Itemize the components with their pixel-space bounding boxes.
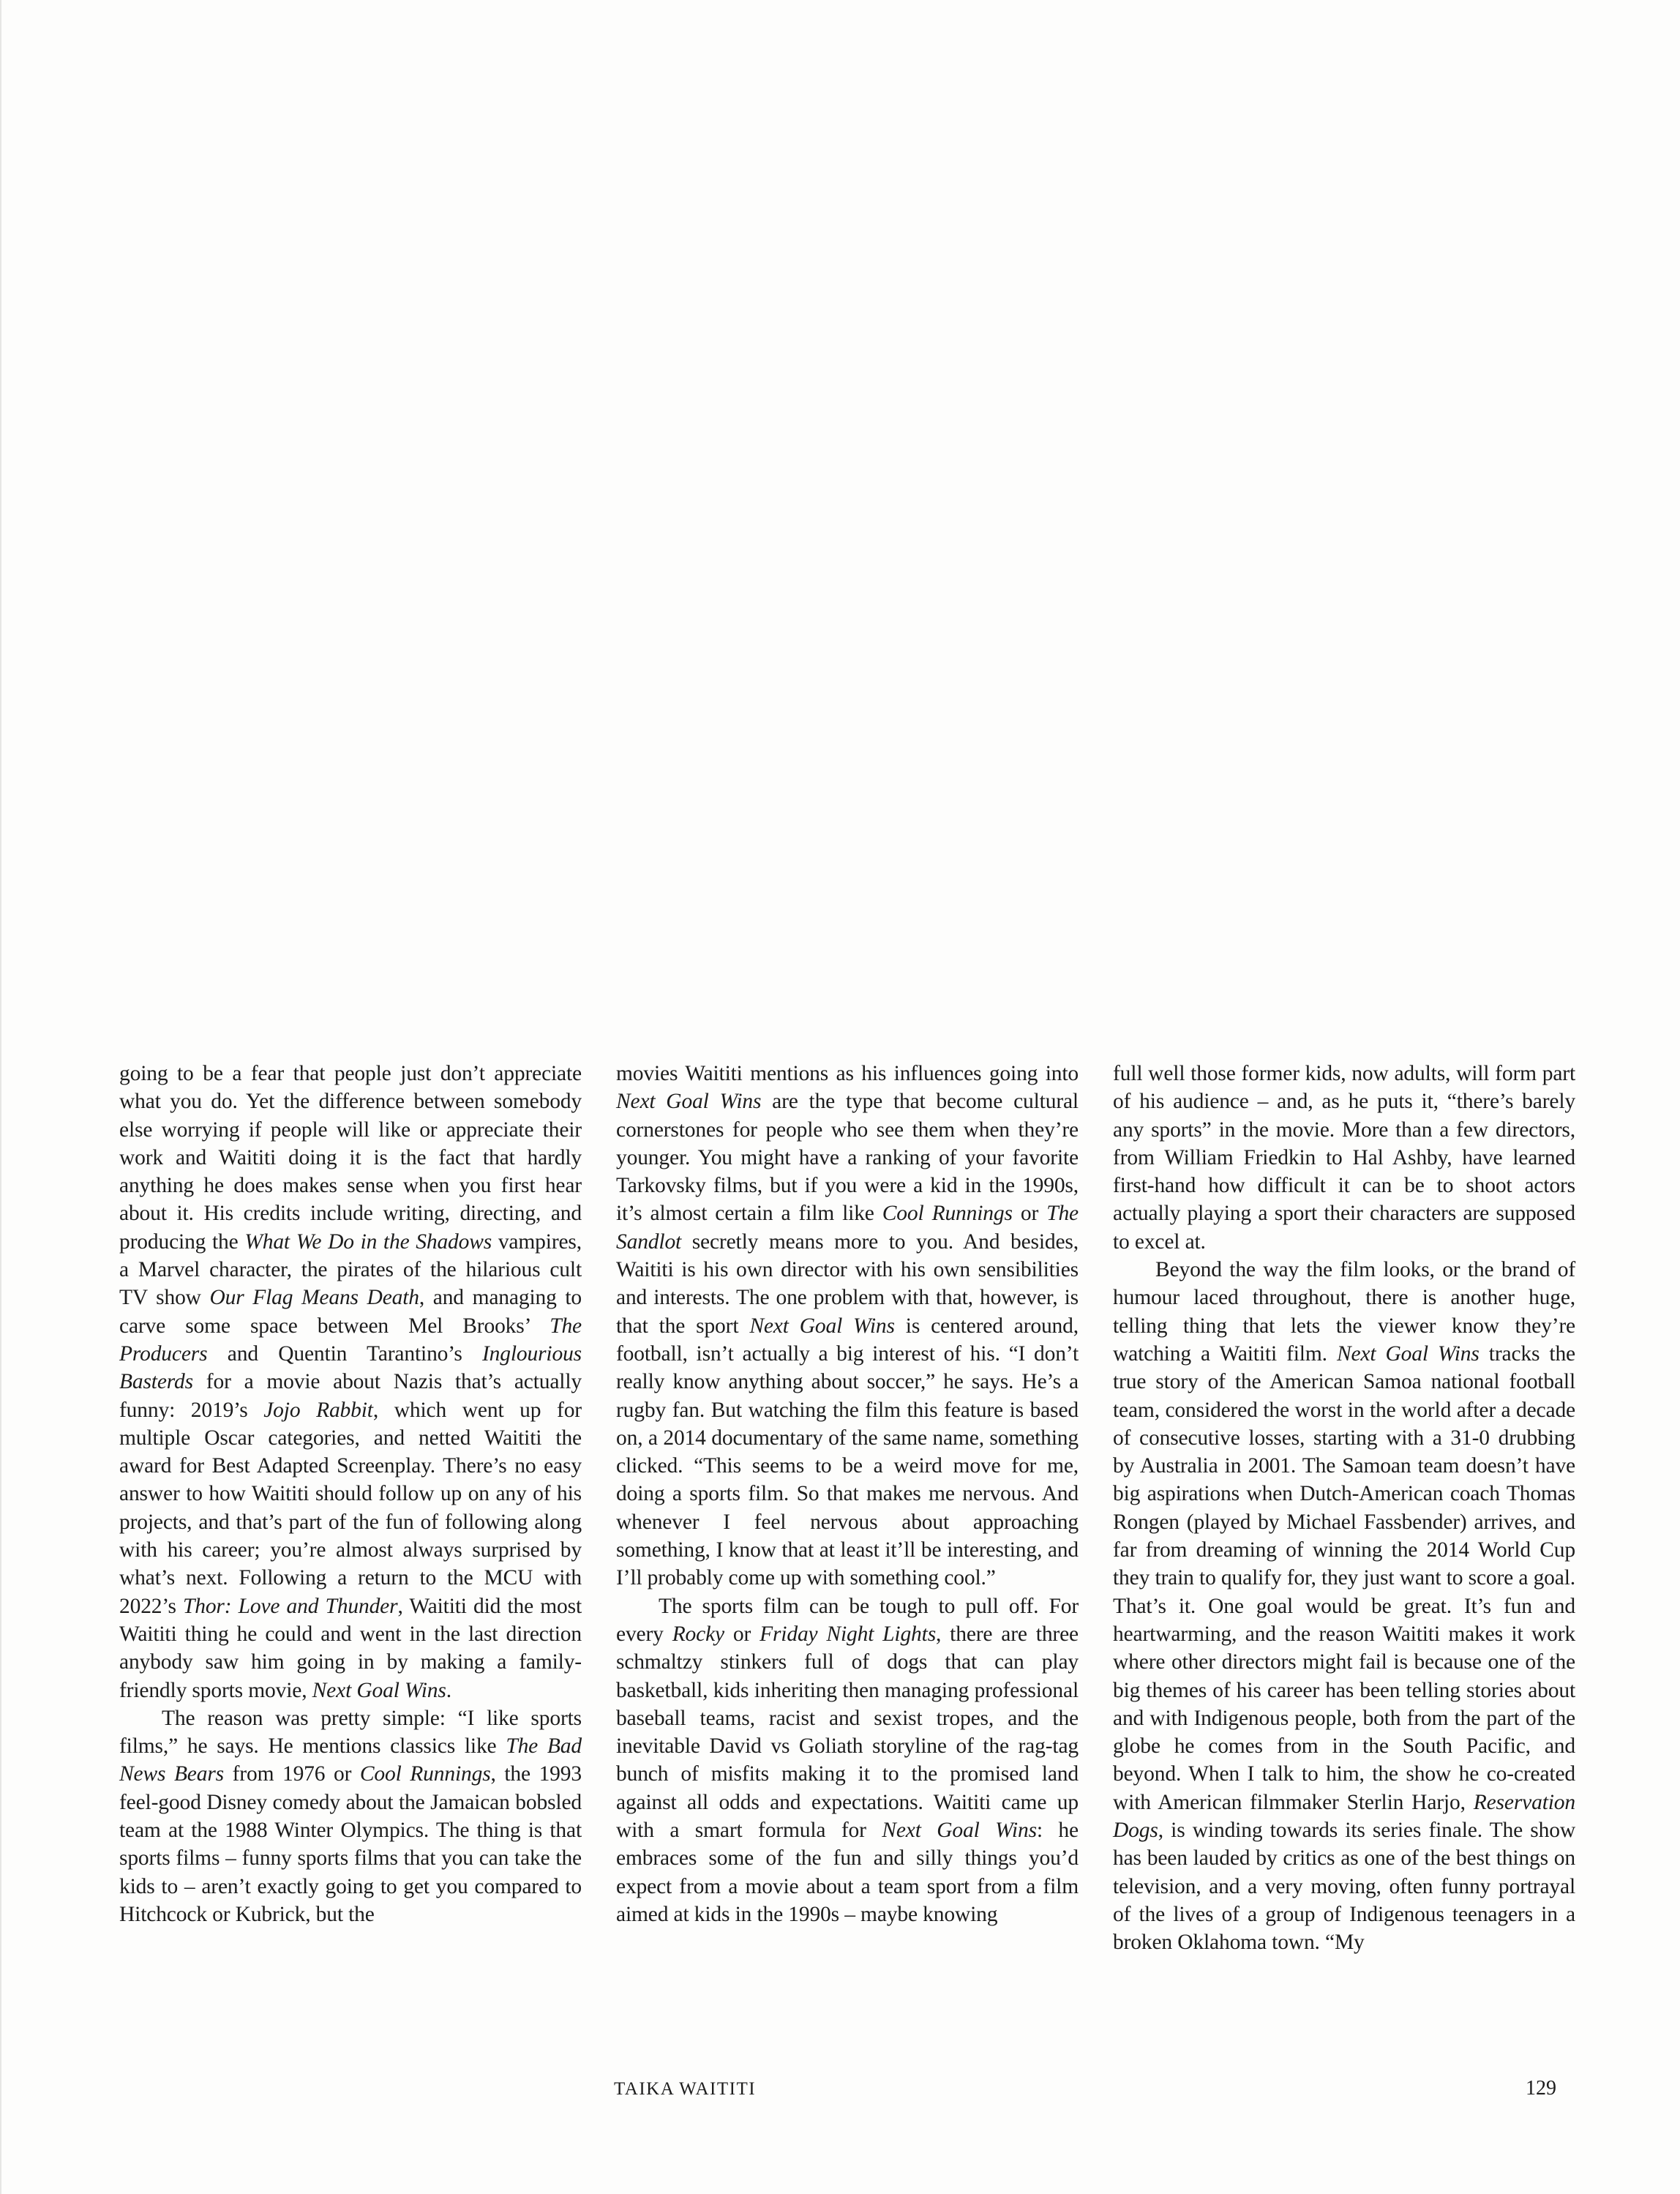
film-title-run: Inglourious Basterds	[119, 1341, 582, 1394]
article-column-1	[119, 1060, 582, 1957]
text-run: , and managing to carve some space between Mel Brooks’	[119, 1286, 582, 1338]
article-paragraph	[1113, 1256, 1575, 1956]
text-run: Beyond the way the film looks, or the brand of humour laced throughout, there is another huge, telling thing that lets the viewer know they’re watching a Waititi film.	[1113, 1258, 1575, 1366]
text-run: going to be a fear that people just don’t appreciate what you do. Yet the difference between somebody else worrying if people will like or appreciate their work and Waititi doing it is the fact that hardly anything he does makes sense when you first hear about it. His credits include writing, directing, and producing the	[119, 1062, 582, 1254]
film-title-run: Cool Runnings	[882, 1202, 1013, 1226]
text-run: and Quentin Tarantino’s	[207, 1341, 482, 1366]
film-title-run: Next Goal Wins	[616, 1090, 762, 1114]
film-title-run: Rocky	[672, 1622, 724, 1646]
article-paragraph	[1113, 1060, 1575, 1256]
film-title-run: Reservation Dogs	[1113, 1790, 1575, 1843]
text-run: movies Waititi mentions as his influences going into	[616, 1062, 1079, 1085]
text-run: , Waititi did the most Waititi thing he could and went in the last direction anybody saw him going in by making a family-friendly sports movie,	[119, 1594, 582, 1702]
text-run: , is winding towards its series finale. The show has been lauded by critics as one of the best things on television, and a very moving, often funny portrayal of the lives of a group of Indigenous teenagers in a broken Oklahoma town. “My	[1113, 1819, 1575, 1955]
text-run: for a movie about Nazis that’s actually funny: 2019’s	[119, 1370, 582, 1422]
film-title-run: Next Goal Wins	[1336, 1341, 1480, 1366]
text-run: , there are three schmaltzy stinkers full of dogs that can play basketball, kids inheriting then managing professional baseball teams, racist and sexist tropes, and the inevitable David vs Goliath storyline of the rag-tag bunch of misfits making it to the promised land against all odds and expectations. Waititi came up with a smart formula for	[616, 1622, 1079, 1843]
film-title-run: Friday Night Lights	[760, 1622, 937, 1646]
text-run: : he embraces some of the fun and silly things you’d expect from a movie about a team sport from a film aimed at kids in the 1990s – maybe knowing	[616, 1819, 1079, 1926]
film-title-run: Thor: Love and Thunder	[182, 1594, 398, 1618]
article-column-3	[1113, 1060, 1575, 1957]
page-number: 129	[1526, 2077, 1556, 2100]
text-run: , which went up for multiple Oscar categories, and netted Waititi the award for Best Adapted Screenplay. There’s no easy answer to how Waititi should follow up on any of his projects, and that’s part of the fun of following along with his career; you’re almost always surprised by what’s next. Following a return to the MCU with 2022’s	[119, 1398, 582, 1618]
text-run: from 1976 or	[224, 1762, 360, 1786]
article-paragraph	[119, 1060, 582, 1704]
text-run: full well those former kids, now adults, will form part of his audience – and, as he puts it, “there’s barely any sports” in the movie. More than a few directors, from William Friedkin to Hal Ashby, have learned first-hand how difficult it can be to shoot actors actually playing a sport their characters are supposed to excel at.	[1113, 1062, 1575, 1254]
film-title-run: The Producers	[119, 1314, 582, 1366]
text-run: are the type that become cultural cornerstones for people who see them when they’re younger. You might have a ranking of your favorite Tarkovsky films, but if you were a kid in the 1990s, it’s almost certain a film like	[616, 1090, 1079, 1226]
film-title-run: Cool Runnings	[359, 1762, 491, 1786]
film-title-run: Next Goal Wins	[882, 1819, 1037, 1843]
film-title-run: The Sandlot	[616, 1202, 1079, 1254]
article-paragraph	[119, 1704, 582, 1928]
running-head: TAIKA WAITITI	[614, 2079, 757, 2099]
article-column-2	[616, 1060, 1079, 1957]
article-body	[119, 1060, 1575, 1957]
film-title-run: Our Flag Means Death	[209, 1286, 419, 1310]
page-footer	[614, 2077, 1556, 2100]
film-title-run: Next Goal Wins	[749, 1314, 895, 1338]
text-run: The reason was pretty simple: “I like sports films,” he says. He mentions classics like	[119, 1706, 582, 1759]
text-run: tracks the true story of the American Samoa national football team, considered the worst in the world after a decade of consecutive losses, starting with a 31-0 drubbing by Australia in 2001. The Samoan team doesn’t have big aspirations when Dutch-American coach Thomas Rongen (played by Michael Fassbender) arrives, and far from dreaming of winning the 2014 World Cup they train to qualify for, they just want to score a goal. That’s it. One goal would be great. It’s fun and heartwarming, and the reason Waititi makes it work where other directors might fail is because one of the big themes of his career has been telling stories about and with Indigenous people, both from the part of the globe he comes from in the South Pacific, and beyond. When I talk to him, the show he co-created with American filmmaker Sterlin Harjo,	[1113, 1341, 1575, 1814]
text-run: The sports film can be tough to pull off. For every	[616, 1594, 1079, 1646]
article-paragraph	[616, 1060, 1079, 1592]
page-scan-edge	[0, 0, 1, 2194]
text-run: is centered around, football, isn’t actually a big interest of his. “I don’t really know anything about soccer,” he says. He’s a rugby fan. But watching the film this feature is based on, a 2014 documentary of the same name, something clicked. “This seems to be a weird move for me, doing a sports film. So that makes me nervous. And whenever I feel nervous about approaching something, I know that at least it’ll be interesting, and I’ll probably come up with something cool.”	[616, 1314, 1079, 1590]
film-title-run: The Bad News Bears	[119, 1734, 582, 1786]
film-title-run: What We Do in the Shadows	[244, 1229, 492, 1254]
film-title-run: Next Goal Wins	[312, 1678, 446, 1702]
film-title-run: Jojo Rabbit	[263, 1398, 373, 1422]
article-paragraph	[616, 1592, 1079, 1929]
text-run: secretly means more to you. And besides, Waititi is his own director with his own sensibilities and interests. The one problem with that, however, is that the sport	[616, 1229, 1079, 1338]
text-run: .	[446, 1678, 451, 1702]
text-run: , the 1993 feel-good Disney comedy about the Jamaican bobsled team at the 1988 Winter Olympics. The thing is that sports films – funny sports films that you can take the kids to – aren’t exactly going to get you compared to Hitchcock or Kubrick, but the	[119, 1762, 582, 1926]
text-run: or	[724, 1622, 760, 1646]
text-run: or	[1012, 1202, 1047, 1226]
text-run: vampires, a Marvel character, the pirates of the hilarious cult TV show	[119, 1229, 582, 1310]
